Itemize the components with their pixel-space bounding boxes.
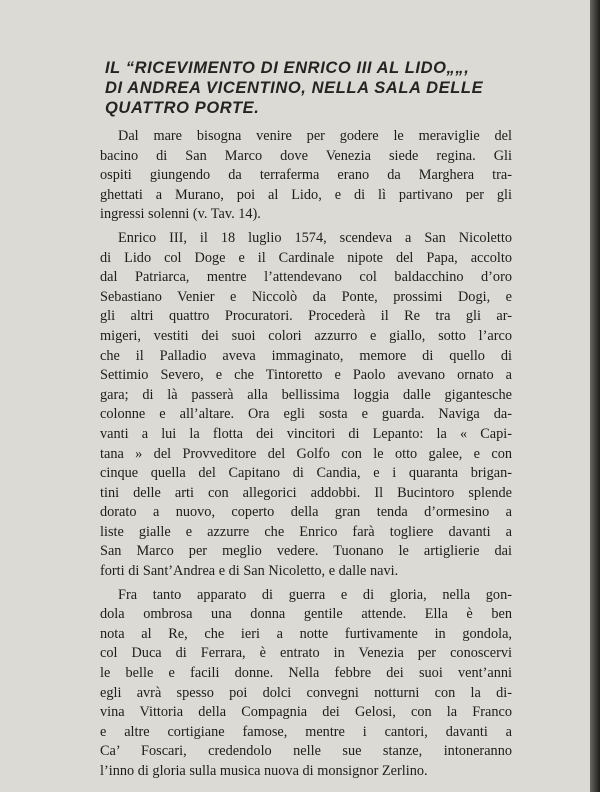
text-line: l’inno di gloria sulla musica nuova di monsignor Zerlino. — [100, 763, 428, 779]
text-line: di Lido col Doge e il Cardinale nipote del Papa, accolto — [100, 249, 512, 266]
title-line: QUATTRO PORTE. — [105, 99, 260, 117]
title-line: DI ANDREA VICENTINO, NELLA SALA DELLE — [105, 79, 484, 97]
text-line: ingressi solenni (v. Tav. 14). — [100, 206, 261, 223]
text-line: liste gialle e azzurre che Enrico farà togliere davanti a — [100, 523, 512, 540]
text-line: bacino di San Marco dove Venezia siede regina. Gli — [100, 147, 512, 164]
text-line: Ca’ Foscari, credendolo nelle sue stanze, intoneranno — [100, 743, 512, 760]
text-line: ospiti giungendo da terraferma erano da Marghera tra- — [100, 167, 512, 184]
text-line: migeri, vestiti dei suoi colori azzurro e giallo, sotto l’arco — [100, 327, 512, 344]
text-line: Enrico III, il 18 luglio 1574, scendeva a San Nicoletto — [118, 229, 512, 246]
chapter-title — [105, 58, 530, 118]
text-line: San Marco per meglio vedere. Tuonano le artiglierie dai — [100, 543, 512, 560]
text-line: Settimio Severo, e che Tintoretto e Paolo avevano ornato a — [100, 367, 512, 384]
text-line: tana » del Provveditore del Golfo con le otto galee, e con — [100, 445, 512, 462]
text-line: tini delle arti con allegorici addobbi. Il Bucintoro splende — [100, 484, 512, 501]
paragraph — [100, 127, 512, 225]
text-line: Sebastiano Venier e Niccolò da Ponte, prossimi Dogi, e — [100, 288, 512, 305]
text-line: cinque quella del Capitano di Candia, e i quaranta brigan- — [100, 465, 512, 482]
text-line: gli altri quattro Procuratori. Procederà il Re tra gli ar- — [100, 308, 512, 325]
text-line: nota al Re, che ieri a notte furtivamente in gondola, — [100, 625, 512, 642]
text-line: le belle e facili donne. Nella febbre dei suoi vent’anni — [100, 665, 512, 682]
text-line: colonne e all’altare. Ora egli sosta e guarda. Naviga da- — [100, 406, 512, 423]
text-line: egli avrà spesso poi dolci convegni notturni con la di- — [100, 684, 512, 701]
text-line: vanti a lui la flotta dei vincitori di Lepanto: la « Capi- — [100, 425, 512, 442]
text-line: gara; di là passerà alla bellissima loggia dalle gigantesche — [100, 386, 512, 403]
text-line: dal Patriarca, mentre l’attendevano col baldacchino d’oro — [100, 269, 512, 286]
text-line: vina Vittoria della Compagnia dei Gelosi, con la Franco — [100, 704, 512, 721]
text-line: Fra tanto apparato di guerra e di gloria, nella gon- — [118, 586, 512, 603]
title-line: IL “RICEVIMENTO DI ENRICO III AL LIDO„„, — [105, 59, 470, 77]
text-line: ghettati a Murano, poi al Lido, e di lì partivano per gli — [100, 186, 512, 203]
paragraph — [100, 229, 512, 582]
paragraph — [100, 586, 512, 782]
text-line: forti di Sant’Andrea e di San Nicoletto, e dalle navi. — [100, 563, 399, 580]
text-line: e altre cortigiane famose, mentre i cantori, davanti a — [100, 723, 512, 740]
text-line: Dal mare bisogna venire per godere le meraviglie del — [118, 128, 512, 144]
body-text — [100, 127, 512, 786]
text-line: dola ombrosa una donna gentile attende. Ella è ben — [100, 606, 512, 623]
page-binding-shadow — [590, 0, 600, 792]
text-line: col Duca di Ferrara, è entrato in Venezia per conoscervi — [100, 645, 512, 662]
text-line: che il Palladio aveva immaginato, memore di quello di — [100, 347, 512, 364]
text-line: dorato a nuovo, coperto della gran tenda d’ormesino a — [100, 504, 512, 521]
